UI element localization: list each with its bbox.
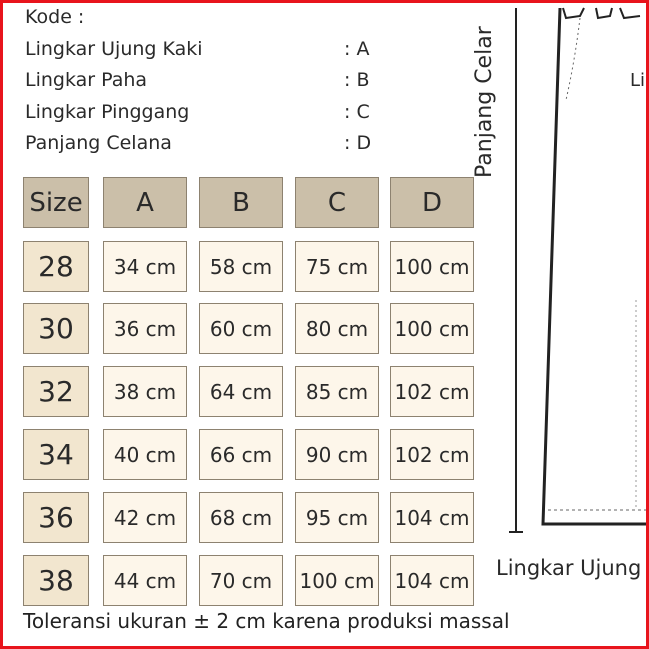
legend-label-b: Lingkar Paha	[25, 69, 148, 91]
tolerance-note: Toleransi ukuran ± 2 cm karena produksi massal	[23, 609, 510, 633]
measure-cell-c: 95 cm	[295, 492, 379, 543]
measure-cell-a: 34 cm	[103, 241, 187, 292]
header-d: D	[390, 177, 474, 228]
header-b: B	[199, 177, 283, 228]
header-c: C	[295, 177, 379, 228]
measure-cell-d: 104 cm	[390, 555, 474, 606]
size-cell: 36	[23, 492, 89, 543]
length-label: Panjang Celar	[472, 26, 497, 178]
measure-cell-d: 102 cm	[390, 429, 474, 480]
size-cell: 38	[23, 555, 89, 606]
size-cell: 32	[23, 366, 89, 417]
measure-cell-a: 44 cm	[103, 555, 187, 606]
measure-cell-d: 100 cm	[390, 241, 474, 292]
measure-cell-d: 104 cm	[390, 492, 474, 543]
measure-cell-b: 66 cm	[199, 429, 283, 480]
measure-cell-a: 36 cm	[103, 303, 187, 354]
measure-cell-b: 58 cm	[199, 241, 283, 292]
waistband-detail	[563, 8, 584, 18]
measure-cell-c: 90 cm	[295, 429, 379, 480]
measure-cell-c: 75 cm	[295, 241, 379, 292]
legend-title: Kode :	[25, 6, 85, 28]
measure-cell-a: 38 cm	[103, 366, 187, 417]
legend-code-a: : A	[344, 38, 370, 60]
measure-cell-b: 64 cm	[199, 366, 283, 417]
legend-code-b: : B	[344, 69, 370, 91]
measure-cell-b: 60 cm	[199, 303, 283, 354]
legend-label-d: Panjang Celana	[25, 132, 172, 154]
measure-cell-c: 85 cm	[295, 366, 379, 417]
pocket-stitch	[566, 18, 580, 100]
measure-cell-c: 100 cm	[295, 555, 379, 606]
belt-loop	[596, 8, 612, 18]
measure-cell-b: 68 cm	[199, 492, 283, 543]
side-label: Li	[630, 70, 646, 91]
legend-code-c: : C	[344, 101, 370, 123]
size-cell: 30	[23, 303, 89, 354]
legend-label-a: Lingkar Ujung Kaki	[25, 38, 203, 60]
header-a: A	[103, 177, 187, 228]
size-cell: 28	[23, 241, 89, 292]
measure-cell-a: 42 cm	[103, 492, 187, 543]
header-size: Size	[23, 177, 89, 228]
belt-loop-2	[620, 8, 640, 18]
measure-cell-d: 100 cm	[390, 303, 474, 354]
hem-label: Lingkar Ujung	[496, 556, 642, 580]
measure-cell-a: 40 cm	[103, 429, 187, 480]
size-cell: 34	[23, 429, 89, 480]
measure-cell-b: 70 cm	[199, 555, 283, 606]
legend-code-d: : D	[344, 132, 372, 154]
measure-cell-d: 102 cm	[390, 366, 474, 417]
measure-cell-c: 80 cm	[295, 303, 379, 354]
legend-label-c: Lingkar Pinggang	[25, 101, 190, 123]
